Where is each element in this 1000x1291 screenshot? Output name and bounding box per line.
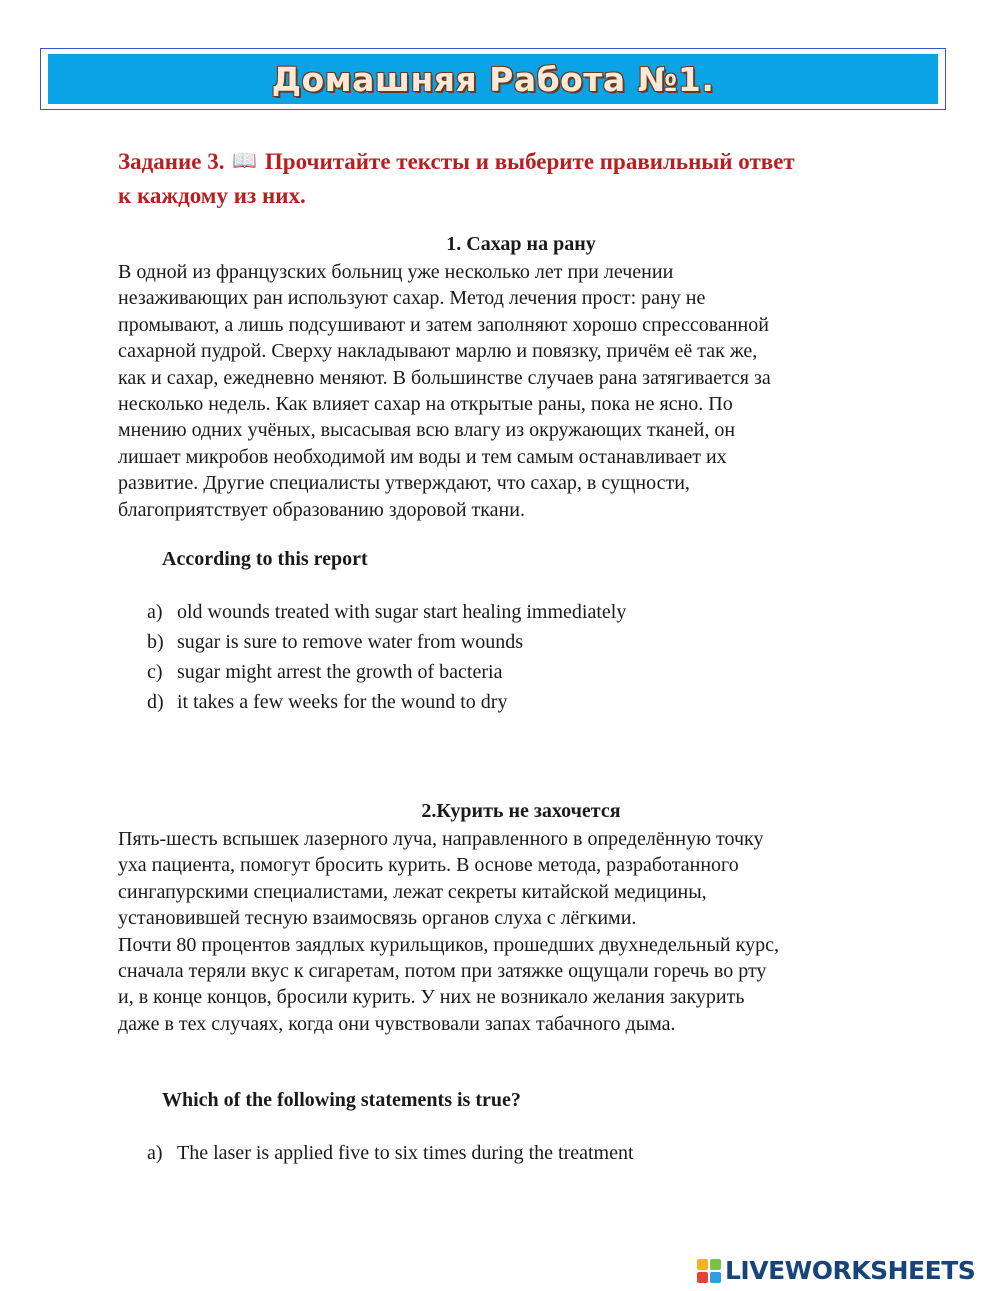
- option-text: The laser is applied five to six times during the treatment: [177, 1142, 634, 1164]
- paragraph-line: даже в тех случаях, когда они чувствовали запах табачного дыма.: [118, 1012, 676, 1035]
- option-letter: c): [147, 661, 163, 683]
- paragraph-line: В одной из французских больниц уже несколько лет при лечении: [118, 261, 674, 283]
- text2-options: [147, 1138, 634, 1168]
- text1-paragraph: [118, 259, 908, 523]
- option-a[interactable]: [147, 1138, 634, 1168]
- liveworksheets-logo-icon: [697, 1259, 721, 1283]
- paragraph-line: промывают, а лишь подсушивают и затем заполняют хорошо спрессованной: [118, 313, 769, 336]
- option-text: it takes a few weeks for the wound to dry: [177, 691, 508, 713]
- book-icon: 📖: [232, 148, 258, 172]
- paragraph-line: как и сахар, ежедневно меняют. В большинстве случаев рана затягивается за: [118, 366, 771, 389]
- page-title: Домашняя Работа №1.: [271, 59, 715, 99]
- option-text: old wounds treated with sugar start healing immediately: [177, 601, 627, 623]
- task-instruction-line2: к каждому из них.: [118, 183, 306, 208]
- logo-tile: [710, 1259, 721, 1270]
- brand-name: LIVEWORKSHEETS: [725, 1256, 976, 1285]
- option-letter: b): [147, 631, 164, 653]
- paragraph-line: установившей тесную взаимосвязь органов слуха с лёгкими.: [118, 907, 637, 930]
- liveworksheets-brand[interactable]: [697, 1256, 975, 1285]
- logo-tile: [697, 1272, 708, 1283]
- paragraph-line: Почти 80 процентов заядлых курильщиков, прошедших двухнедельный курс,: [118, 933, 779, 956]
- text2-question: Which of the following statements is true?: [162, 1089, 521, 1111]
- paragraph-line: и, в конце концов, бросили курить. У них не возникало желания закурить: [118, 986, 745, 1009]
- option-text: sugar might arrest the growth of bacteria: [177, 661, 503, 683]
- paragraph-line: лишает микробов необходимой им воды и тем самым останавливает их: [118, 445, 727, 468]
- option-d[interactable]: [147, 687, 626, 717]
- option-text: sugar is sure to remove water from wounds: [177, 631, 524, 653]
- paragraph-line: Пять-шесть вспышек лазерного луча, направленного в определённую точку: [118, 828, 764, 850]
- paragraph-line: сингапурскими специалистами, лежат секреты китайской медицины,: [118, 880, 707, 903]
- paragraph-line: уха пациента, помогут бросить курить. В основе метода, разработанного: [118, 854, 739, 877]
- option-a[interactable]: [147, 597, 626, 627]
- text2-title: 2.Курить не захочется: [421, 800, 621, 822]
- paragraph-line: несколько недель. Как влияет сахар на открытые раны, пока не ясно. По: [118, 393, 733, 416]
- task-heading: [118, 143, 908, 213]
- task-label: Задание 3.: [118, 149, 225, 174]
- option-c[interactable]: [147, 657, 626, 687]
- paragraph-line: сахарной пудрой. Сверху накладывают марлю и повязку, причём её так же,: [118, 340, 758, 363]
- task-instruction-line1: Прочитайте тексты и выберите правильный ответ: [264, 149, 795, 174]
- text2-paragraph: [118, 826, 908, 1037]
- text1-title: 1. Сахар на рану: [446, 233, 596, 255]
- option-letter: d): [147, 691, 164, 713]
- logo-tile: [697, 1259, 708, 1270]
- paragraph-line: благоприятствует образованию здоровой ткани.: [118, 498, 525, 521]
- paragraph-line: сначала теряли вкус к сигаретам, потом при затяжке ощущали горечь во рту: [118, 960, 767, 983]
- option-letter: a): [147, 1142, 163, 1164]
- paragraph-line: мнению одних учёных, высасывая всю влагу из окружающих тканей, он: [118, 419, 736, 442]
- paragraph-line: развитие. Другие специалисты утверждают, что сахар, в сущности,: [118, 472, 690, 495]
- text1-options: [147, 597, 626, 717]
- option-b[interactable]: [147, 627, 626, 657]
- title-banner: [48, 54, 938, 104]
- logo-tile: [710, 1272, 721, 1283]
- text1-question: According to this report: [162, 548, 368, 570]
- paragraph-line: незаживающих ран используют сахар. Метод лечения прост: рану не: [118, 287, 706, 310]
- option-letter: a): [147, 601, 163, 623]
